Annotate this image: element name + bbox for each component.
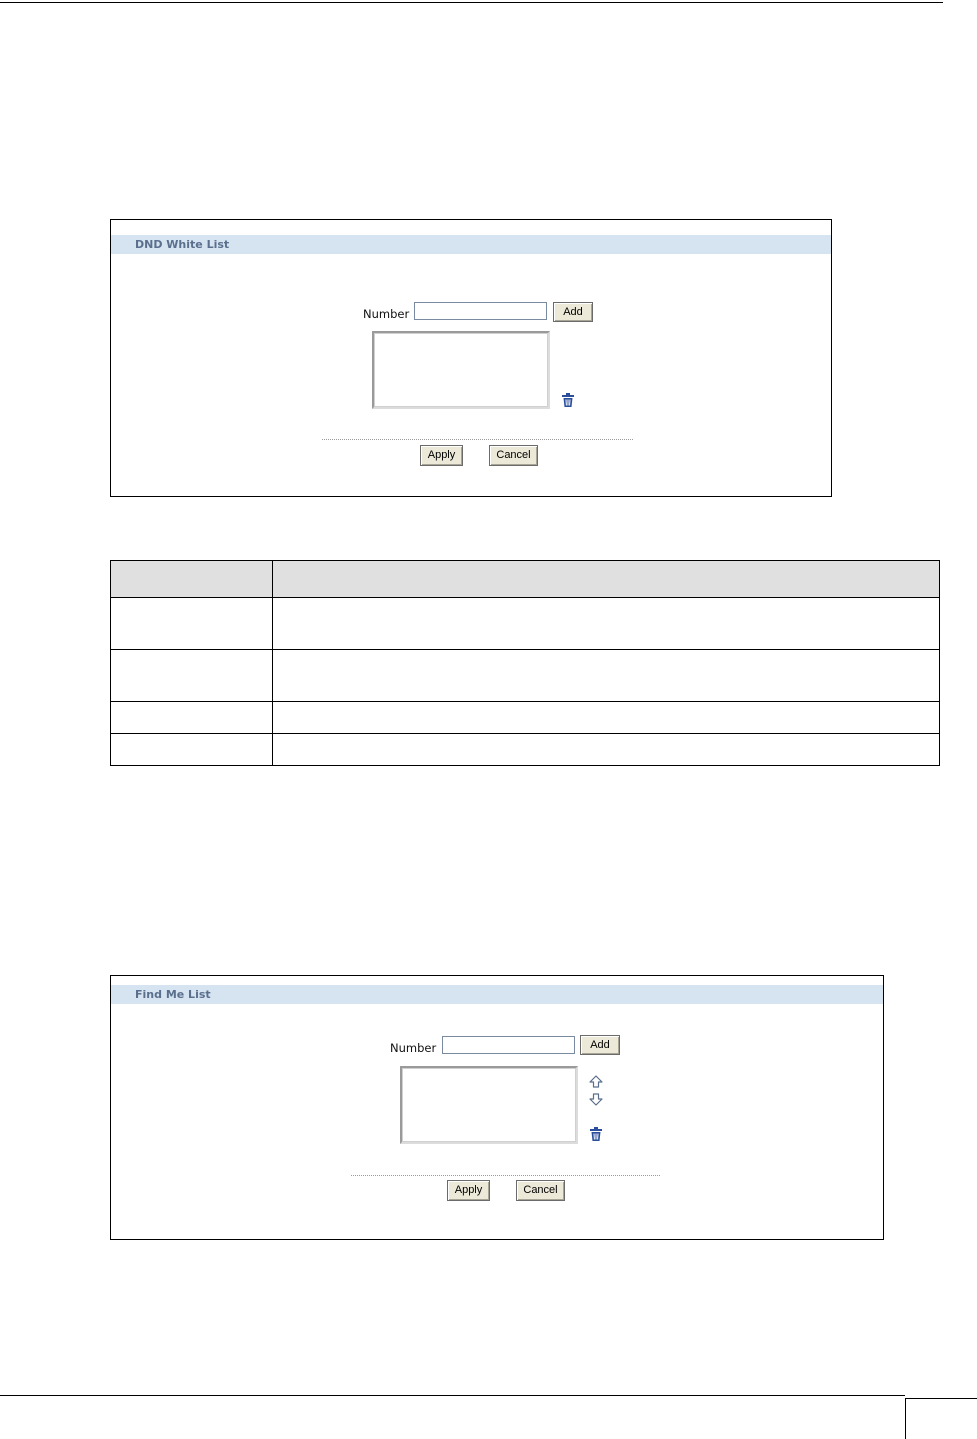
findme-number-list[interactable] bbox=[400, 1066, 578, 1144]
table-row bbox=[111, 650, 940, 702]
findme-apply-button[interactable]: Apply bbox=[447, 1180, 490, 1201]
trash-icon[interactable] bbox=[589, 1127, 603, 1147]
dnd-panel-title: DND White List bbox=[111, 235, 831, 254]
table-cell bbox=[111, 650, 273, 702]
findme-panel-title: Find Me List bbox=[111, 985, 883, 1004]
findme-separator bbox=[351, 1175, 660, 1176]
table-cell bbox=[111, 598, 273, 650]
dnd-number-list[interactable] bbox=[372, 331, 550, 409]
table-cell bbox=[111, 734, 273, 766]
dnd-number-label: Number bbox=[363, 307, 409, 321]
table-row bbox=[111, 734, 940, 766]
table-cell bbox=[273, 650, 940, 702]
header-rule bbox=[0, 2, 943, 3]
field-description-table bbox=[110, 560, 940, 766]
table-cell bbox=[273, 702, 940, 734]
findme-number-label: Number bbox=[390, 1041, 436, 1055]
dnd-add-button[interactable]: Add bbox=[553, 302, 593, 322]
dnd-white-list-panel bbox=[110, 219, 832, 497]
arrow-up-icon[interactable] bbox=[589, 1075, 603, 1093]
dnd-number-input[interactable] bbox=[414, 302, 547, 320]
trash-icon[interactable] bbox=[561, 393, 575, 413]
arrow-down-icon[interactable] bbox=[589, 1093, 603, 1111]
table-header-cell bbox=[111, 561, 273, 598]
findme-cancel-button[interactable]: Cancel bbox=[516, 1180, 565, 1201]
table-cell bbox=[273, 598, 940, 650]
page-number-box bbox=[905, 1398, 977, 1439]
footer-rule bbox=[0, 1395, 905, 1396]
table-header-row bbox=[111, 561, 940, 598]
findme-add-button[interactable]: Add bbox=[580, 1035, 620, 1055]
table-header-cell bbox=[273, 561, 940, 598]
dnd-apply-button[interactable]: Apply bbox=[420, 445, 463, 466]
table-row bbox=[111, 702, 940, 734]
dnd-cancel-button[interactable]: Cancel bbox=[489, 445, 538, 466]
findme-number-input[interactable] bbox=[442, 1036, 575, 1054]
dnd-separator bbox=[322, 439, 633, 440]
find-me-list-panel bbox=[110, 975, 884, 1240]
table-row bbox=[111, 598, 940, 650]
table-cell bbox=[273, 734, 940, 766]
table-cell bbox=[111, 702, 273, 734]
